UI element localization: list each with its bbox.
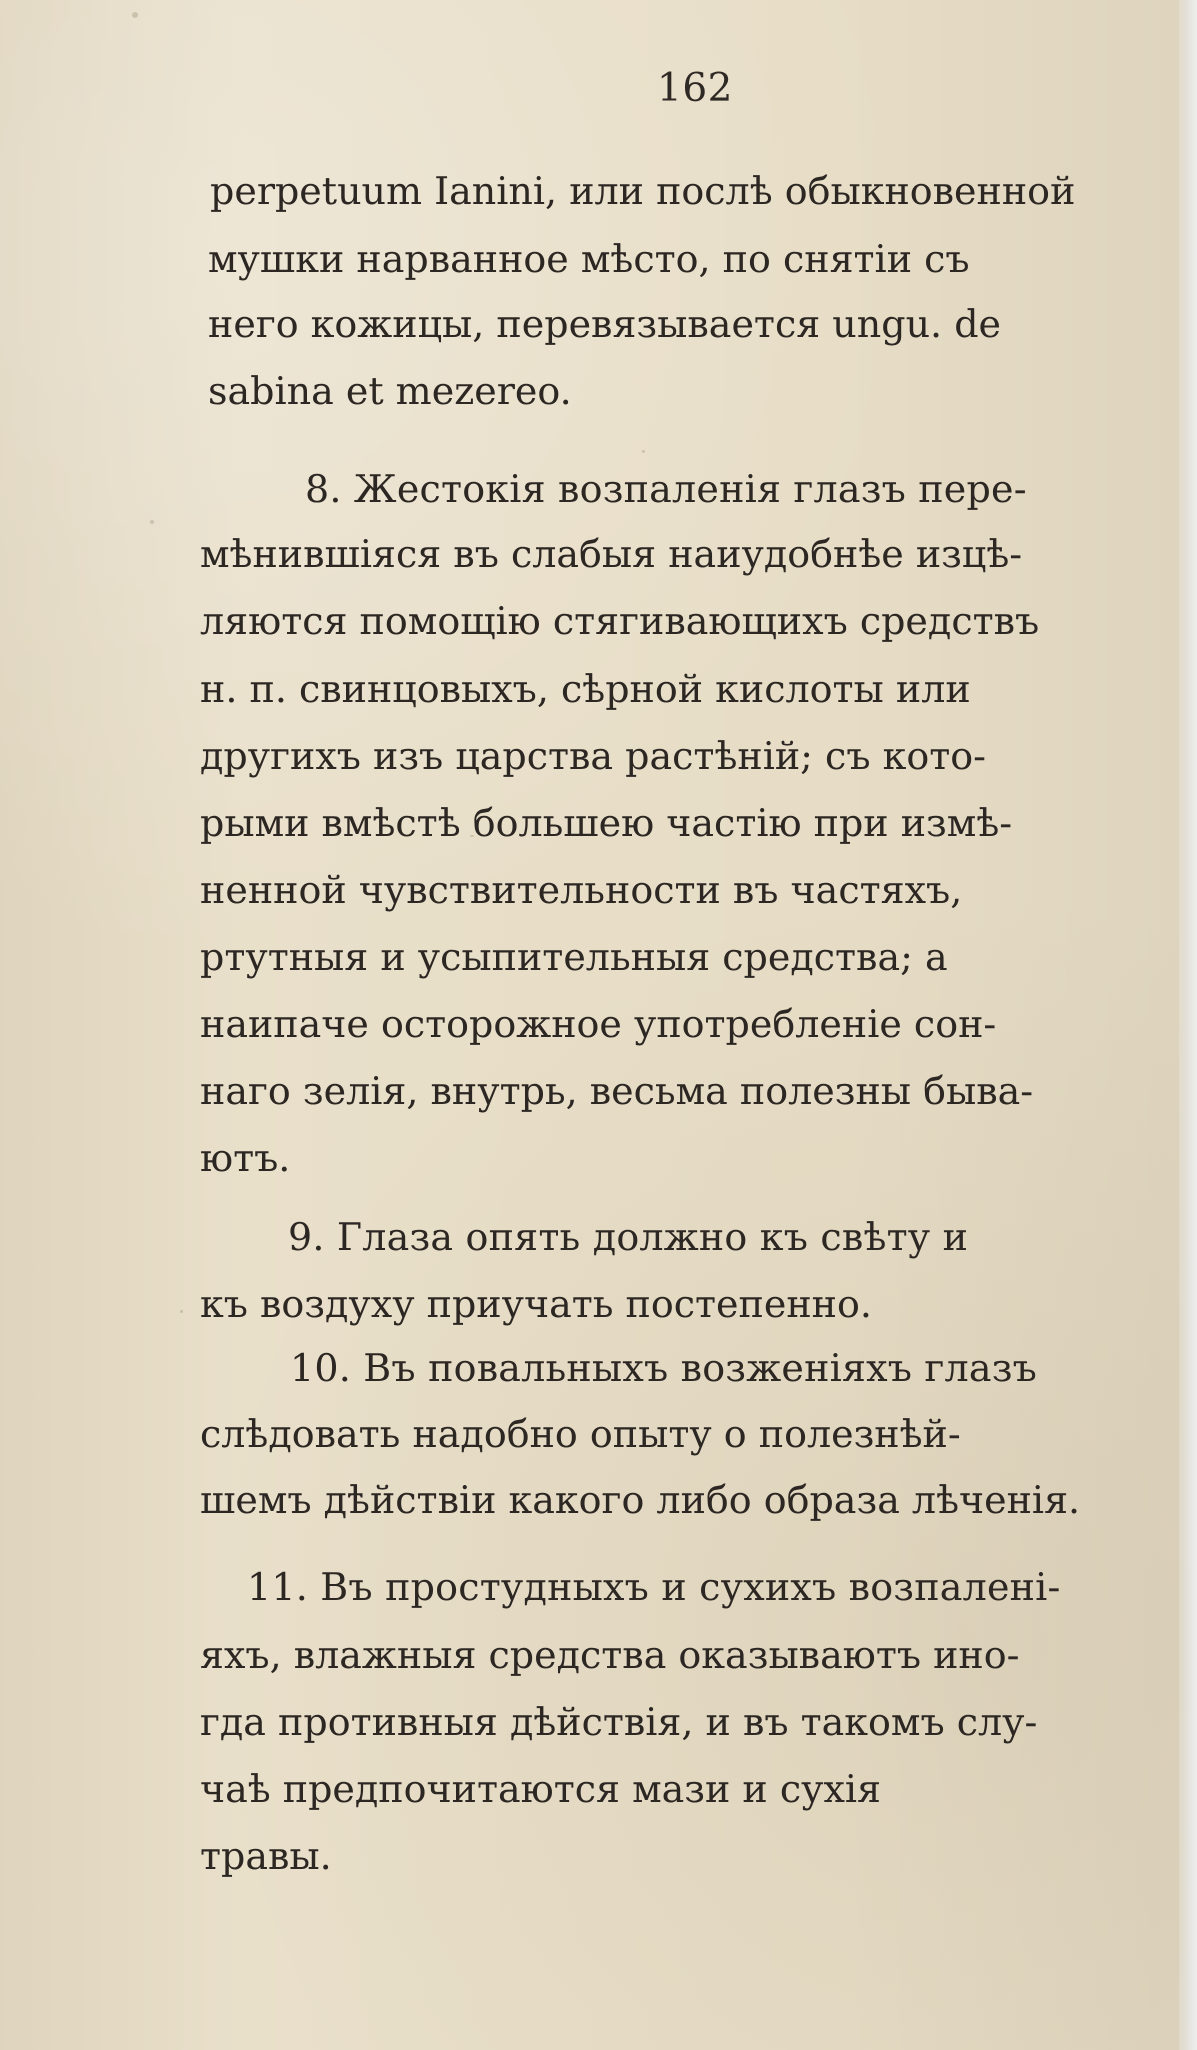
page-edge-shadow xyxy=(1179,0,1197,2050)
paragraph-lead: 9. Глаза опять должно къ свѣту и xyxy=(288,1215,969,1259)
text-line: яхъ, влажныя средства оказываютъ ино- xyxy=(200,1633,1020,1677)
text-line: другихъ изъ царства растѣній; съ кото- xyxy=(200,734,986,778)
text-line: рыми вмѣстѣ большею частію при измѣ- xyxy=(200,801,1013,845)
paragraph-lead: 11. Въ простудныхъ и сухихъ возпаленi- xyxy=(247,1565,1061,1609)
text-line: н. п. свинцовыхъ, сѣрной кислоты или xyxy=(200,667,971,711)
paragraph-lead: 8. Жестокія возпаленія глазъ пере- xyxy=(305,467,1027,511)
text-line: наго зелія, внутрь, весьма полезны быва- xyxy=(200,1069,1034,1113)
text-line: perpetuum Ianini, или послѣ обыкновенной xyxy=(210,169,1076,213)
text-line: мушки нарванное мѣсто, по снятіи съ xyxy=(208,237,970,281)
paragraph-lead: 10. Въ повальныхъ возженіяхъ глазъ xyxy=(290,1346,1038,1390)
paper-spot xyxy=(150,520,154,524)
text-line: sabina et mezereo. xyxy=(208,369,572,413)
text-line: шемъ дѣйствіи какого либо образа лѣченія. xyxy=(200,1478,1081,1522)
text-line: чаѣ предпочитаются мази и сухія xyxy=(200,1767,882,1811)
text-line: ртутныя и усыпительныя средства; а xyxy=(200,935,948,979)
page-number: 162 xyxy=(657,66,733,111)
text-line: гда противныя дѣйствія, и въ такомъ слу- xyxy=(200,1700,1038,1744)
text-line: ляются помощію стягивающихъ средствъ xyxy=(200,599,1040,643)
paper-spot xyxy=(132,12,138,18)
text-line: него кожицы, перевязывается ungu. de xyxy=(208,302,1002,346)
text-line: слѣдовать надобно опыту о полезнѣй- xyxy=(200,1412,961,1456)
text-line: травы. xyxy=(200,1834,332,1878)
text-line: къ воздуху приучать постепенно. xyxy=(200,1282,872,1326)
text-line: наипаче осторожное употребленіе сон- xyxy=(200,1002,997,1046)
paper-spot xyxy=(180,1310,183,1313)
paper-spot xyxy=(642,450,645,453)
text-line: мѣнившіяся въ слабыя наиудобнѣе изцѣ- xyxy=(200,532,1023,576)
text-line: ненной чувствительности въ частяхъ, xyxy=(200,868,963,912)
text-line: ютъ. xyxy=(200,1136,291,1180)
